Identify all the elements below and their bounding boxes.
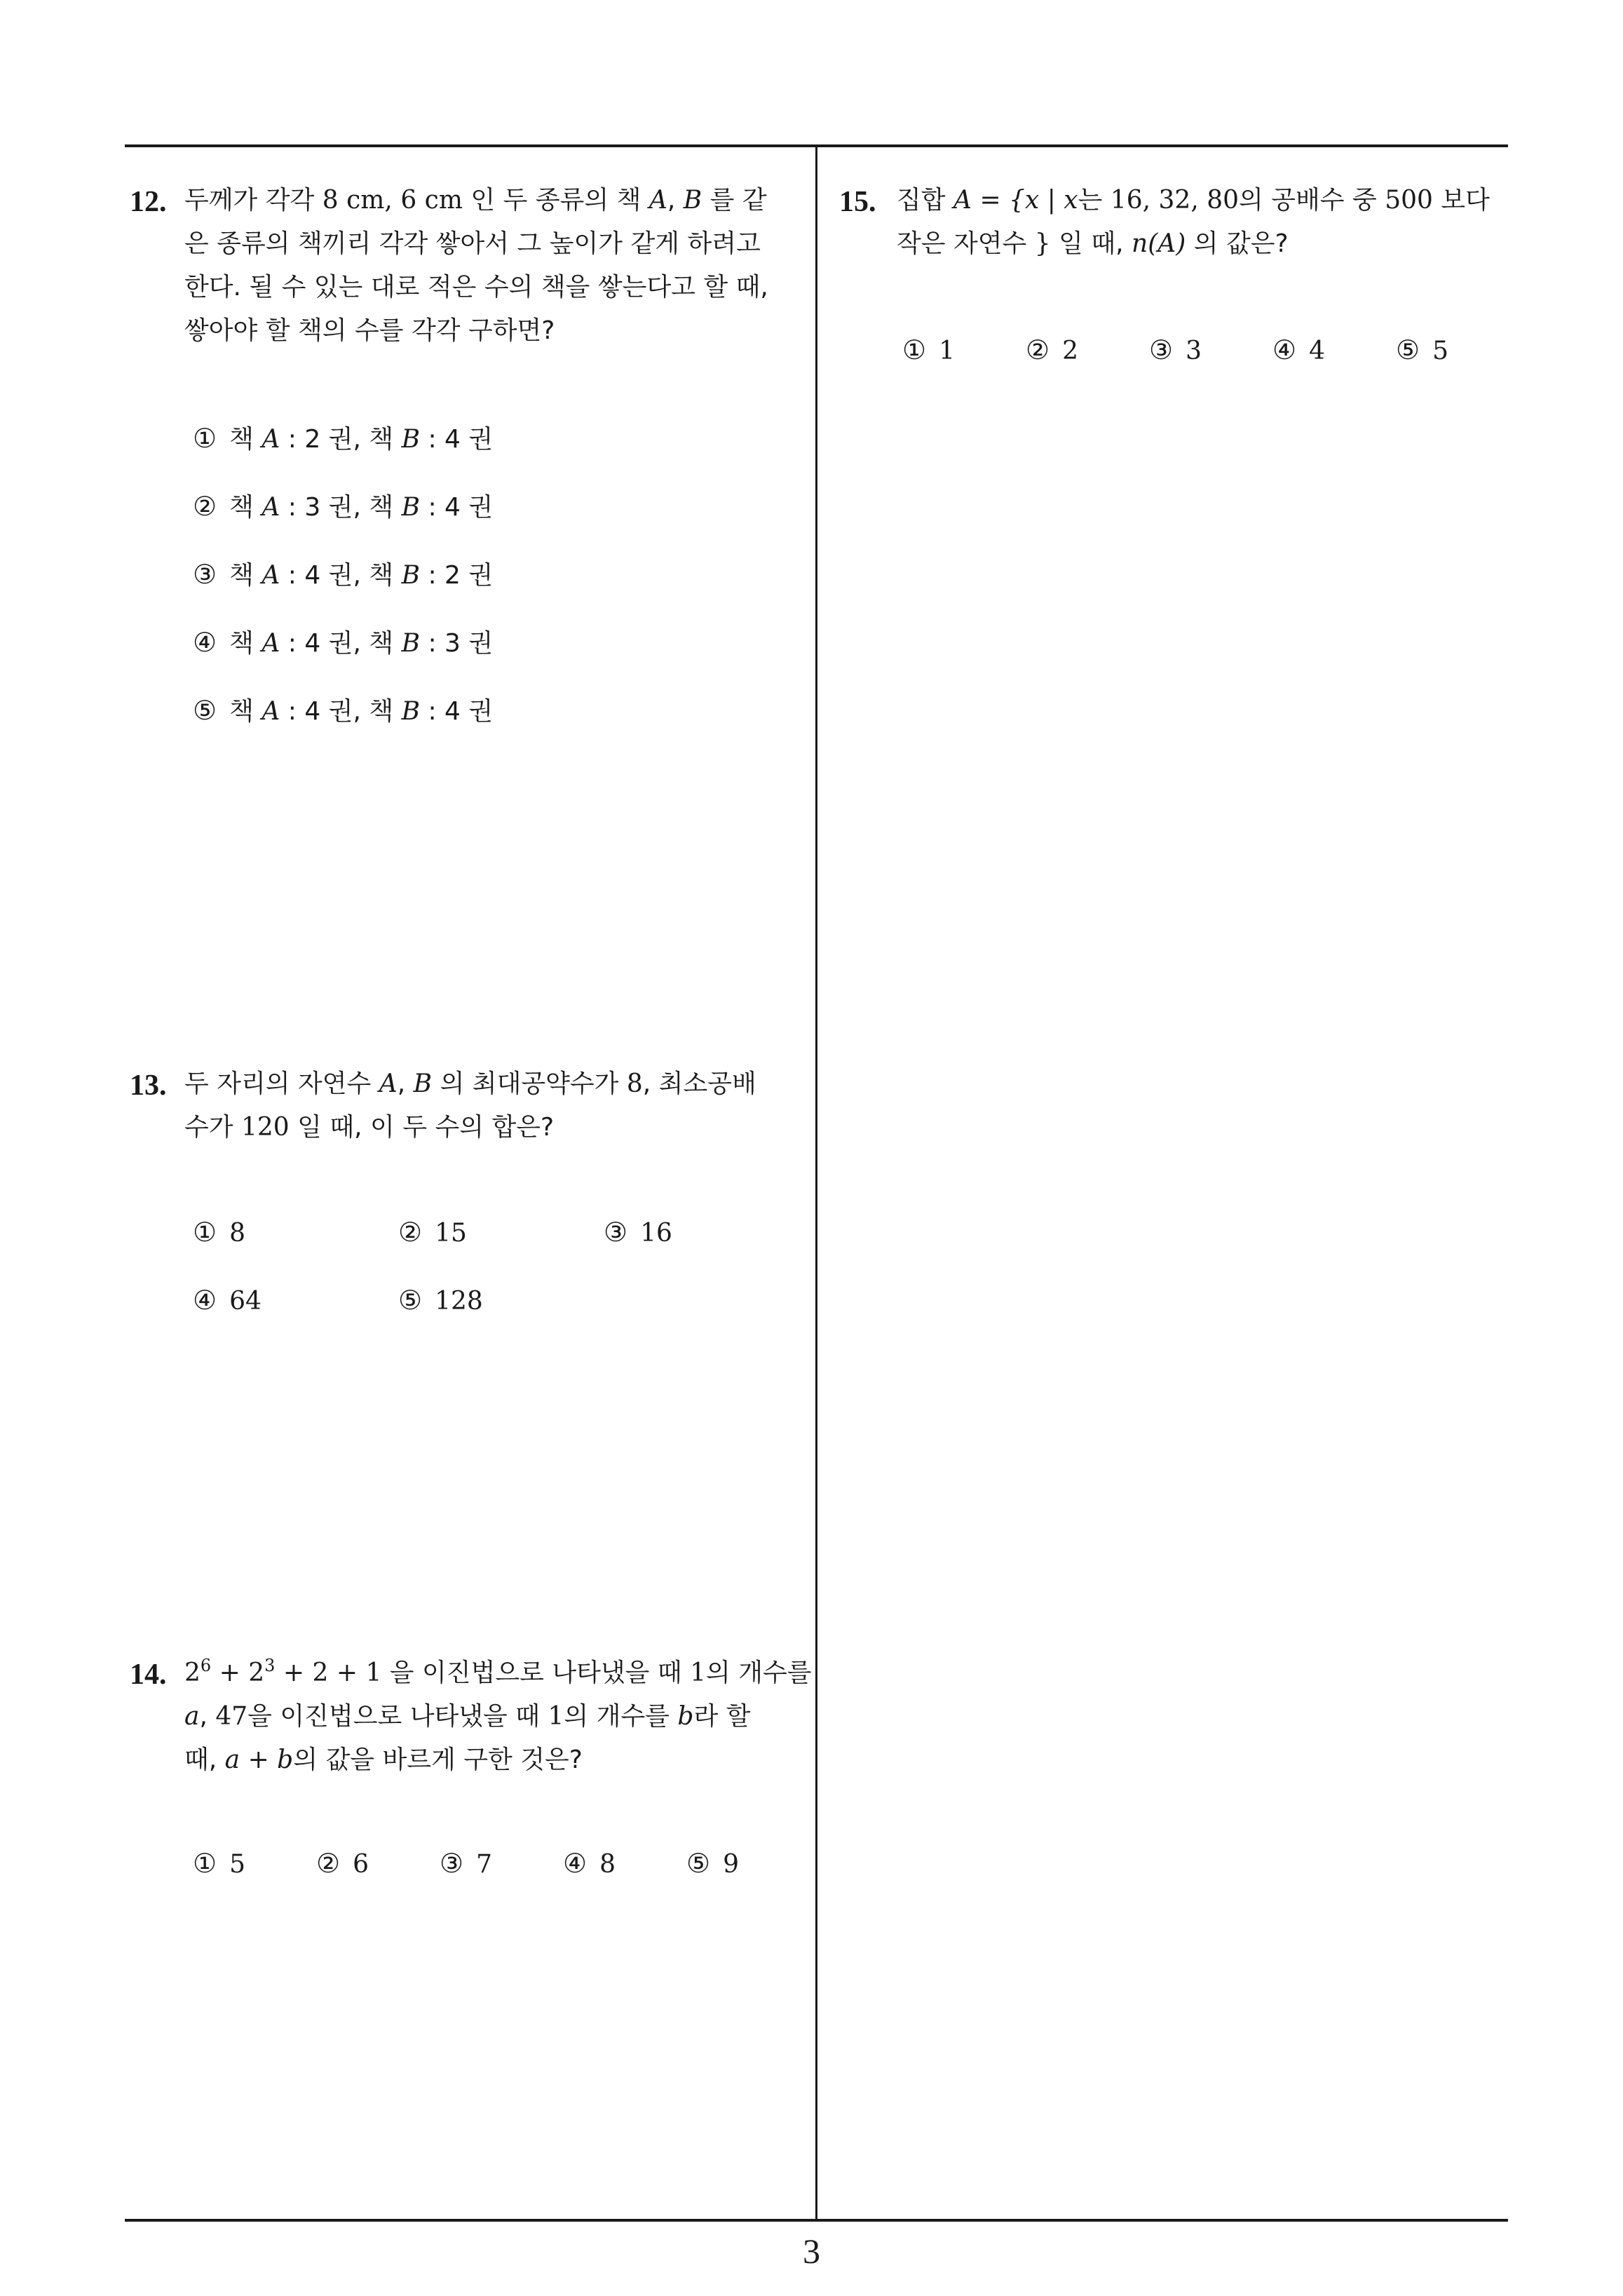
- question-text-line: 두께가 각각 8 cm, 6 cm 인 두 종류의 책 A, B 를 같: [184, 186, 767, 215]
- question-text-line: 집합 A = {x | x는 16, 32, 80의 공배수 중 500 보다: [897, 186, 1490, 215]
- answer-choice-4[interactable]: ④ 책 A : 4 권, 책 B : 3 권: [193, 627, 494, 658]
- question-text-line: a, 47을 이진법으로 나타냈을 때 1의 개수를 b라 할: [184, 1702, 751, 1731]
- answer-choice-3[interactable]: ③ 3: [1149, 335, 1202, 365]
- question-15: [839, 180, 1512, 390]
- answer-choice-5[interactable]: ⑤ 128: [398, 1285, 483, 1316]
- question-text-line: 한다. 될 수 있는 대로 적은 수의 책을 쌓는다고 할 때,: [184, 273, 768, 302]
- question-number: 15.: [839, 186, 876, 218]
- bottom-rule: [125, 2219, 1508, 2222]
- answer-choice-4[interactable]: ④ 8: [563, 1848, 616, 1879]
- column-divider: [815, 144, 817, 2222]
- answer-choice-5[interactable]: ⑤ 책 A : 4 권, 책 B : 4 권: [193, 695, 494, 726]
- page-number: 3: [803, 2231, 820, 2271]
- answer-choice-1[interactable]: ① 8: [193, 1217, 245, 1248]
- answer-choice-3[interactable]: ③ 7: [440, 1848, 492, 1879]
- question-number: 13.: [130, 1069, 167, 1102]
- answer-choice-4[interactable]: ④ 64: [193, 1285, 262, 1316]
- answer-choice-1[interactable]: ① 5: [193, 1848, 245, 1879]
- question-text-line: 작은 자연수 } 일 때, n(A) 의 값은?: [897, 229, 1289, 258]
- answer-choice-5[interactable]: ⑤ 9: [686, 1848, 739, 1879]
- question-text-line: 은 종류의 책끼리 각각 쌓아서 그 높이가 같게 하려고: [184, 229, 761, 258]
- question-text-line: $2^6 + 2^3 + 2 + 1$ 을 이진법으로 나타냈을 때 1의 개수를: [184, 1656, 812, 1687]
- answer-choice-2[interactable]: ② 6: [316, 1848, 369, 1879]
- question-number: 12.: [130, 186, 167, 218]
- question-text-line: 때, a + b의 값을 바르게 구한 것은?: [184, 1745, 583, 1774]
- question-number: 14.: [130, 1659, 167, 1691]
- answer-choice-4[interactable]: ④ 4: [1272, 335, 1325, 365]
- question-text-line: 두 자리의 자연수 A, B 의 최대공약수가 8, 최소공배: [184, 1069, 756, 1098]
- answer-choice-1[interactable]: ① 책 A : 2 권, 책 B : 4 권: [193, 423, 494, 454]
- answer-choice-3[interactable]: ③ 책 A : 4 권, 책 B : 2 권: [193, 559, 494, 590]
- answer-choice-2[interactable]: ② 2: [1026, 335, 1078, 365]
- question-text-line: 수가 120 일 때, 이 두 수의 합은?: [184, 1113, 555, 1142]
- question-text-line: 쌓아야 할 책의 수를 각각 구하면?: [184, 316, 555, 345]
- answer-choice-2[interactable]: ② 15: [398, 1217, 467, 1248]
- question-14: [130, 1652, 812, 1919]
- answer-choice-1[interactable]: ① 1: [902, 335, 955, 365]
- question-13: [130, 1063, 803, 1344]
- answer-choice-3[interactable]: ③ 16: [604, 1217, 672, 1248]
- answer-choice-2[interactable]: ② 책 A : 3 권, 책 B : 4 권: [193, 491, 494, 522]
- answer-choice-5[interactable]: ⑤ 5: [1396, 335, 1448, 365]
- question-12: [130, 180, 803, 741]
- math-expression: $2^6 + 2^3 + 2 + 1$: [184, 1656, 382, 1687]
